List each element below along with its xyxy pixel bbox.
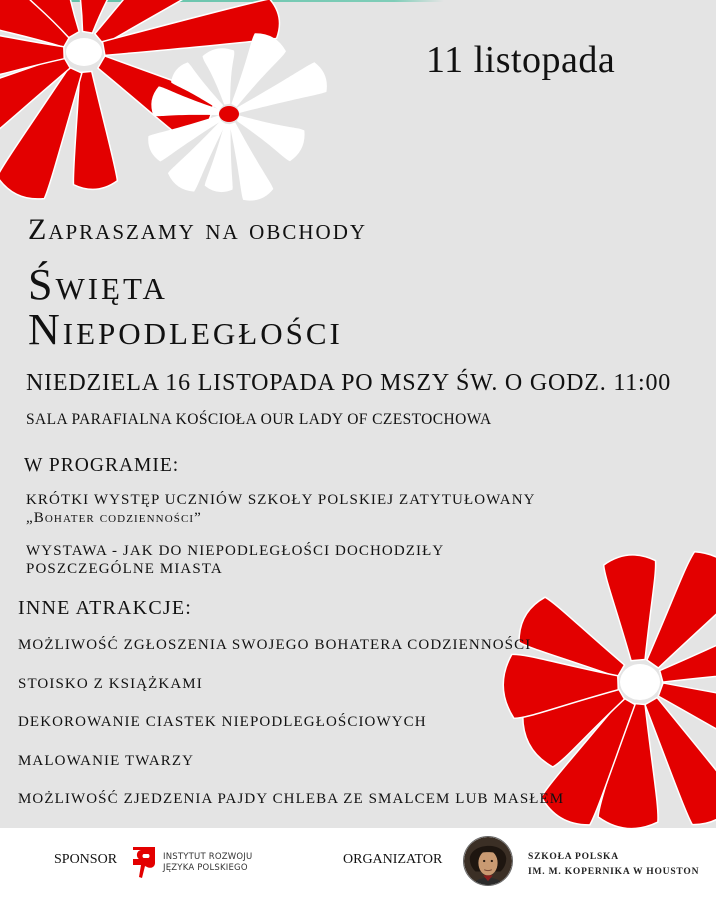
flower-center — [219, 106, 239, 122]
attraction-item: MALOWANIE TWARZY — [18, 752, 195, 769]
sponsor-name-line2: JĘZYKA POLSKIEGO — [163, 862, 248, 873]
sponsor-name-line1: INSTYTUT ROZWOJU — [163, 852, 253, 862]
program-item — [26, 542, 536, 578]
program-heading: W PROGRAMIE: — [24, 455, 180, 476]
program-item-line: WYSTAWA - JAK DO NIEPODLEGŁOŚCI DOCHODZIŁY — [26, 543, 445, 559]
attraction-item: DEKOROWANIE CIASTEK NIEPODLEGŁOŚCIOWYCH — [18, 714, 427, 730]
program-item — [26, 491, 536, 527]
event-title-line1: Święta — [28, 260, 168, 309]
flower-center — [620, 664, 660, 700]
program-list — [26, 491, 536, 593]
irjp-logo-icon — [131, 845, 157, 879]
date-heading: 11 listopada — [426, 39, 616, 81]
organizer-name-line1: SZKOŁA POLSKA — [528, 852, 619, 862]
event-datetime: NIEDZIELA 16 LISTOPADA PO MSZY ŚW. O GODZ. 11:00 — [26, 370, 672, 396]
event-title — [28, 262, 343, 352]
flower-center — [66, 38, 102, 66]
program-item-line: KRÓTKI WYSTĘP UCZNIÓW SZKOŁY POLSKIEJ ZATYTUŁOWANY — [26, 492, 536, 508]
sponsor-label: SPONSOR — [54, 852, 118, 867]
program-item-line: „Bohater codzienności” — [26, 510, 202, 526]
attraction-item: MOŻLIWOŚĆ ZJEDZENIA PAJDY CHLEBA ZE SMALCEM LUB MASŁEM — [18, 791, 565, 807]
sponsor-name — [163, 852, 252, 873]
organizer-name — [528, 850, 699, 880]
attraction-item: MOŻLIWOŚĆ ZGŁOSZENIA SWOJEGO BOHATERA CODZIENNOŚCI — [18, 637, 532, 653]
invite-subtitle: Zapraszamy na obchody — [28, 213, 368, 246]
organizer-label: ORGANIZATOR — [343, 852, 443, 867]
attraction-item: STOISKO Z KSIĄŻKAMI — [18, 675, 203, 692]
footer — [0, 828, 716, 900]
copernicus-portrait-icon — [463, 836, 513, 886]
program-item-line: POSZCZEGÓLNE MIASTA — [26, 561, 223, 577]
event-title-line2: Niepodległości — [28, 305, 343, 354]
attractions-list — [18, 636, 564, 828]
event-location: SALA PARAFIALNA KOŚCIOŁA OUR LADY OF CZESTOCHOWA — [26, 411, 492, 428]
organizer-name-line2: IM. M. KOPERNIKA W HOUSTON — [528, 867, 700, 877]
attractions-heading: INNE ATRAKCJE: — [18, 597, 193, 619]
